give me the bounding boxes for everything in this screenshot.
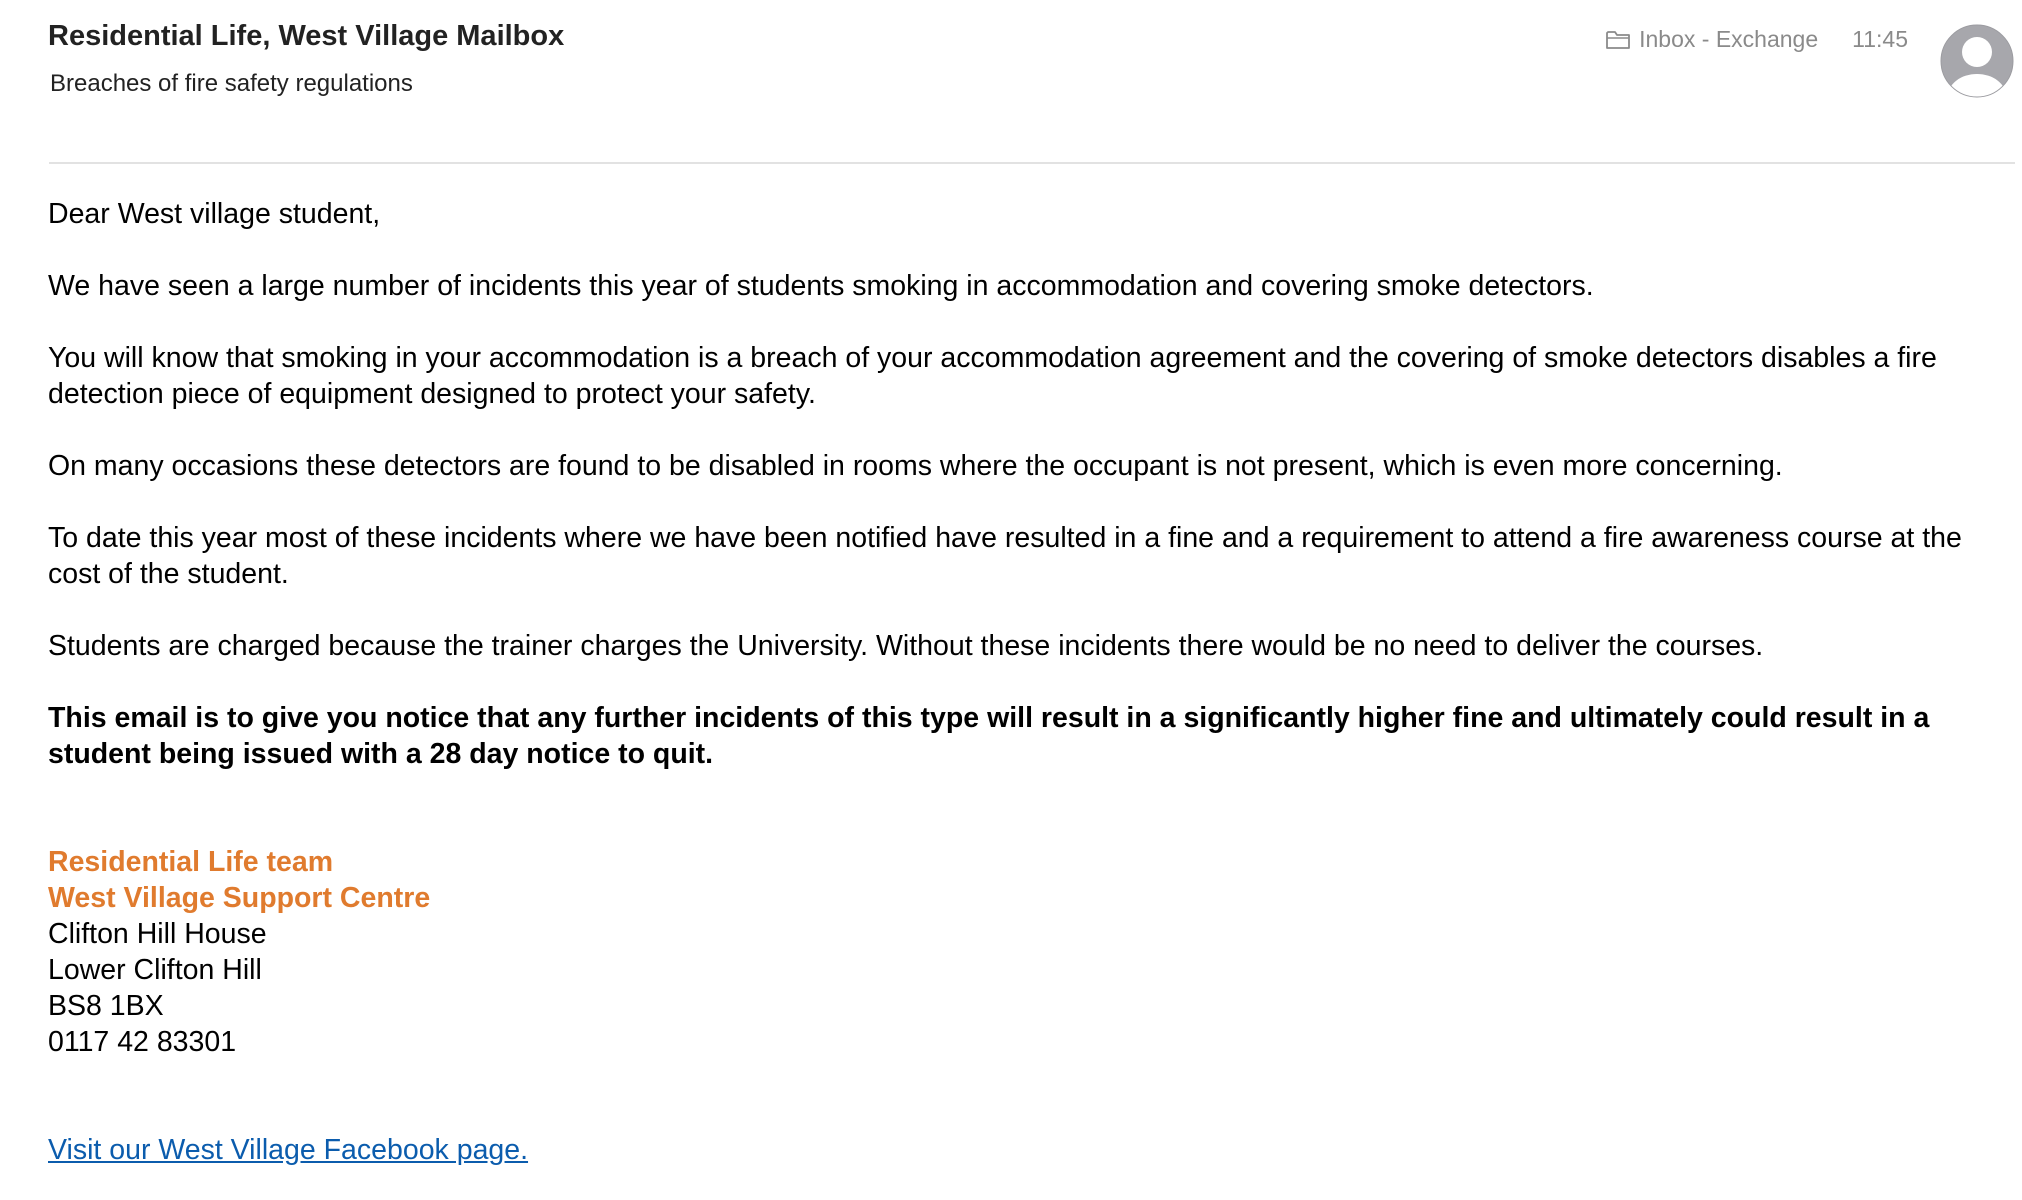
body-paragraph: On many occasions these detectors are found to be disabled in rooms where the occupant is not present, which is even more concerning. [48,450,1783,482]
message-subject: Breaches of fire safety regulations [50,70,413,97]
body-paragraph: To date this year most of these incidents where we have been notified have resulted in a fine and a requirement to attend a fire awareness course at the cost of the student. [48,522,1962,590]
folder-icon [1605,29,1631,51]
signature [48,844,2014,1060]
phone-number: 0117 42 83301 [48,1026,237,1058]
header-divider [49,162,2015,164]
address-line: Lower Clifton Hill [48,954,262,986]
message-meta [1605,26,1908,53]
address-line: BS8 1BX [48,990,164,1022]
facebook-page-link[interactable]: Visit our West Village Facebook page. [48,1134,529,1166]
greeting: Dear West village student, [48,198,381,230]
message-header [48,0,2014,165]
body-paragraph: We have seen a large number of incidents this year of students smoking in accommodation and covering smoke detectors. [48,270,1594,302]
body-paragraph: You will know that smoking in your accommodation is a breach of your accommodation agreement and the covering of smoke detectors disables a fire detection piece of equipment designed to protect your safety. [48,342,1937,410]
message-body [48,196,2014,1168]
signature-centre: West Village Support Centre [48,882,431,914]
signature-team: Residential Life team [48,846,334,878]
body-paragraph: Students are charged because the trainer charges the University. Without these incidents there would be no need to deliver the courses. [48,630,1764,662]
folder-label[interactable]: Inbox - Exchange [1639,26,1819,52]
sender-name: Residential Life, West Village Mailbox [48,20,565,52]
address-line: Clifton Hill House [48,918,267,950]
user-avatar-icon[interactable] [1940,24,2014,98]
message-time: 11:45 [1852,26,1908,52]
warning-paragraph: This email is to give you notice that any further incidents of this type will result in a significantly higher fine and ultimately could result in a student being issued with a 28 day notice to quit. [48,702,1930,770]
